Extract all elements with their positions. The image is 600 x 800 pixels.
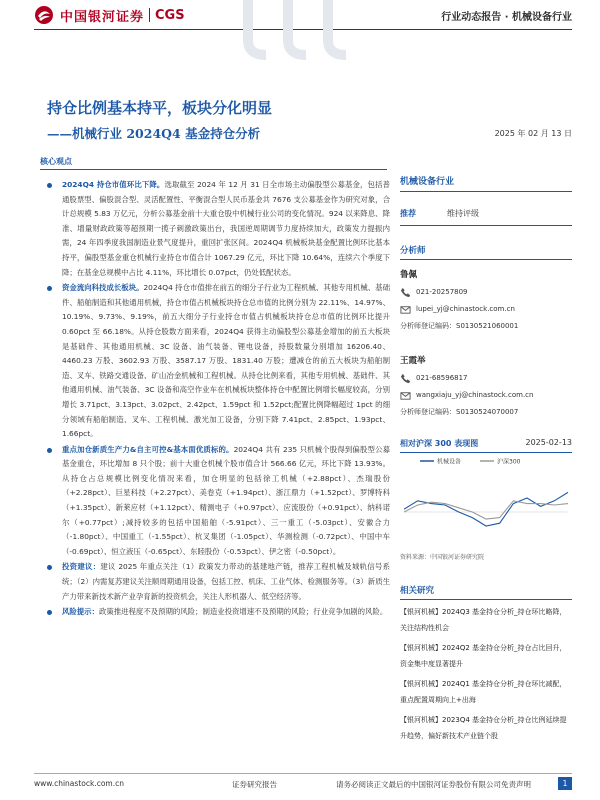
analysts-heading: 分析师 xyxy=(400,244,572,260)
rating-label: 推荐 xyxy=(400,209,416,218)
report-subtitle: ——机械行业 2024Q4 基金持仓分析 xyxy=(47,126,261,141)
rating-value: 维持评级 xyxy=(447,209,479,218)
analyst-registration: 分析师登记编码：S0130521060001 xyxy=(400,322,519,330)
relative-performance-chart xyxy=(400,456,572,546)
analyst-name: 鲁佩 xyxy=(400,270,418,280)
logo-divider xyxy=(149,8,150,22)
sidebar xyxy=(400,174,572,744)
related-research-link[interactable]: 【银河机械】2024Q3 基金持仓分析_持仓环比略降，关注结构性机会 xyxy=(400,608,567,632)
report-type: 行业动态报告 · 机械设备行业 xyxy=(441,12,572,23)
analyst-phone: 021-68596817 xyxy=(416,374,468,382)
analyst-email-row xyxy=(400,387,572,404)
company-logo xyxy=(34,5,185,25)
viewpoint-text: 选取截至 2024 年 12 月 31 日全市场主动偏股型公募基金，包括普通股票型、偏股混合型、灵活配置性、平衡混合型人民币基金共 7676 支公募基金作为研究对象，合计总规模 5.83 万亿元，分析公募基金前十大重仓股中机械行业公司的变化情况。924 以来降息、降准、增量财政政策等超预期一揽子刺激政策出台，我国逆周期调节力度持续加大，政策发力提振内需，24 年四季度我国制造业景气度提升，重回扩张区间。2024Q4 机械板块基金配置比例环比基本持平，偏股型基金重仓机械行业持仓市值合计 1067.29 亿元，环比下降 10.64%，连续六个季度下降；在基金总规模中占比 4.11%，环比增长 0.07pct，仍处低配状态。 xyxy=(62,180,391,277)
viewpoint-highlight: 2024Q4 持仓市值环比下降。 xyxy=(62,180,165,189)
viewpoint-highlight: 投资建议： xyxy=(62,562,101,572)
analyst-card xyxy=(400,354,572,420)
bullet-dot-icon xyxy=(47,286,52,291)
industry-name: 机械设备行业 xyxy=(400,174,572,192)
core-viewpoint-label: 核心观点 xyxy=(40,157,72,166)
analyst-phone-row xyxy=(400,370,572,387)
core-divider xyxy=(40,169,387,170)
viewpoint-investment-advice xyxy=(40,560,390,604)
analyst-card xyxy=(400,268,572,334)
bullet-dot-icon xyxy=(47,183,52,188)
analyst-email[interactable]: lupei_yj@chinastock.com.cn xyxy=(416,305,515,313)
analyst-email-row xyxy=(400,301,572,318)
chart-source: 资料来源：中国银河证券研究院 xyxy=(400,554,485,561)
viewpoint-text: 政策推进程度不及预期的风险；制造业投资增速不及预期的风险；行业竞争加剧的风险。 xyxy=(98,607,388,617)
report-title: 持仓比例基本持平，板块分化明显 xyxy=(47,99,273,117)
website-link[interactable]: www.chinastock.com.cn xyxy=(34,779,124,788)
footer-category: 证券研究报告 xyxy=(232,780,277,789)
analyst-phone: 021-20257809 xyxy=(416,288,468,296)
chart-svg xyxy=(400,456,572,546)
rating-row xyxy=(400,208,572,226)
viewpoint-key-stocks xyxy=(40,443,390,560)
viewpoint-text: 2024Q4 持仓市值排在前五的细分子行业为工程机械、其他专用机械、基础件、船舶制造和其他通用机械，持仓市值占机械板块持仓总市值的比例分别为 22.11%、14.97%、10.19%、9.73%、9.19%，前五大细分子行业持仓市值占机械板块持仓总市值的比例环比提升 0.60pct 至 66.18%。从持仓股数方面来看，2024Q4 获得主动偏股型公募基金增加的前五大板块是基础件、其他通用机械、3C 设备、油气装备、锂电设备，持股数量分别增加 16206.40、4460.23 万股、3602.93 万股、3587.17 万股、1831.40 万股；遭减仓的前五大板块为船舶制造、叉车、铁路交通设备、矿山冶金机械和工程机械。从持仓比例来看，其他专用机械、基础件、其他通用机械、油气装备、3C 设备和高空作业车在机械板块整体持仓中配置比例增长幅度较高，分别增长 3.71pct、3.13pct、3.02pct、2.42pct、1.59pct 和 1.52pct;配置比例降幅超过 1pct 的细分领域有船舶制造、叉车、工程机械、激光加工设备，分别下降 7.41pct、2.85pct、1.93pct、1.66pct。 xyxy=(62,283,390,439)
chart-title: 相对沪深 300 表现图 xyxy=(400,439,479,448)
phone-icon xyxy=(400,287,411,298)
analyst-name: 王霞举 xyxy=(400,356,426,366)
viewpoint-capital-flow xyxy=(40,281,390,442)
related-research-heading: 相关研究 xyxy=(400,584,572,600)
viewpoint-text: 建议 2025 年重点关注（1）政策发力带动的基建地产链，推荐工程机械及城轨信号系统；（2）内需复苏建议关注顺周期通用设备，包括工控、机床、工业气体、检测服务等。（3）新质生产力带来新技术新产业孕育新的投资机会，关注人形机器人、低空经济等。 xyxy=(62,562,390,601)
related-research-link[interactable]: 【银河机械】2024Q2 基金持仓分析_持仓占比回升，资金集中度显著提升 xyxy=(400,644,567,668)
phone-icon xyxy=(400,373,411,384)
report-date: 2025 年 02 月 13 日 xyxy=(494,129,572,138)
logo-icon xyxy=(34,5,54,25)
analyst-email[interactable]: wangxiaju_yj@chinastock.com.cn xyxy=(416,391,534,399)
chart-date: 2025-02-13 xyxy=(525,438,572,447)
legend-label: 机械设备 xyxy=(437,458,462,466)
legend-label: 沪深300 xyxy=(497,458,521,466)
page-number: 1 xyxy=(558,777,572,790)
footer-divider xyxy=(34,773,572,774)
bullet-dot-icon xyxy=(47,565,52,570)
viewpoint-highlight: 重点加仓新质生产力&自主可控&基本面优质标的。 xyxy=(62,444,234,454)
related-research-link[interactable]: 【银河机械】2024Q1 基金持仓分析_持仓环比减配，重点配置周期向上+出海 xyxy=(400,680,567,704)
logo-chinese: 中国银河证券 xyxy=(60,9,145,25)
logo-english: CGS xyxy=(155,7,185,23)
viewpoint-holdings xyxy=(40,178,390,280)
core-viewpoints xyxy=(40,178,390,621)
related-research-link[interactable]: 【银河机械】2023Q4 基金持仓分析_持仓比例延续提升趋势，偏好新技术产业链个股 xyxy=(400,716,567,740)
chart-header xyxy=(400,438,572,453)
viewpoint-highlight: 风险提示： xyxy=(62,607,99,617)
email-icon xyxy=(400,304,411,315)
analyst-phone-row xyxy=(400,284,572,301)
email-icon xyxy=(400,390,411,401)
viewpoint-highlight: 资金流向科技成长板块。 xyxy=(62,283,144,293)
bullet-dot-icon xyxy=(47,448,52,453)
bullet-dot-icon xyxy=(47,610,52,615)
page-footer xyxy=(34,779,572,793)
watermark-graphic xyxy=(228,0,368,60)
viewpoint-text: 2024Q4 共有 235 只机械个股得到偏股型公募基金重仓，环比增加 8 只个股；前十大重仓机械个股市值合计 566.66 亿元，环比下降 13.93%。从持仓占总规模比例变化情况来看，加仓明显的包括徐工机械（+2.88pct）、杰瑞股份（+2.28pct）、巨星科技（+2.27pct）、美卷克（+1.94pct）、浙江鼎力（+1.52pct）、罗博特科（+1.35pct）、新莱应材（+1.12pct）、精测电子（+0.97pct）、应流股份（+0.91pct）、纳科诺尔（+0.77pct）;减持较多的包括中国船舶（-5.91pct）、三一重工（-5.03pct）、安徽合力（-1.80pct）、中国重工（-1.55pct）、杭叉集团（-1.05pct）、华测检测（-0.72pct）、中国中车（-0.69pct）、恒立液压（-0.65pct）、东睦股份（-0.53pct）、伊之密（-0.50pct）。 xyxy=(62,444,390,556)
viewpoint-risk-warning xyxy=(40,605,390,620)
disclaimer-text: 请务必阅读正文最后的中国银河证券股份有限公司免责声明 xyxy=(336,780,531,789)
analyst-registration: 分析师登记编码：S0130524070007 xyxy=(400,408,519,416)
series-line xyxy=(404,492,568,526)
